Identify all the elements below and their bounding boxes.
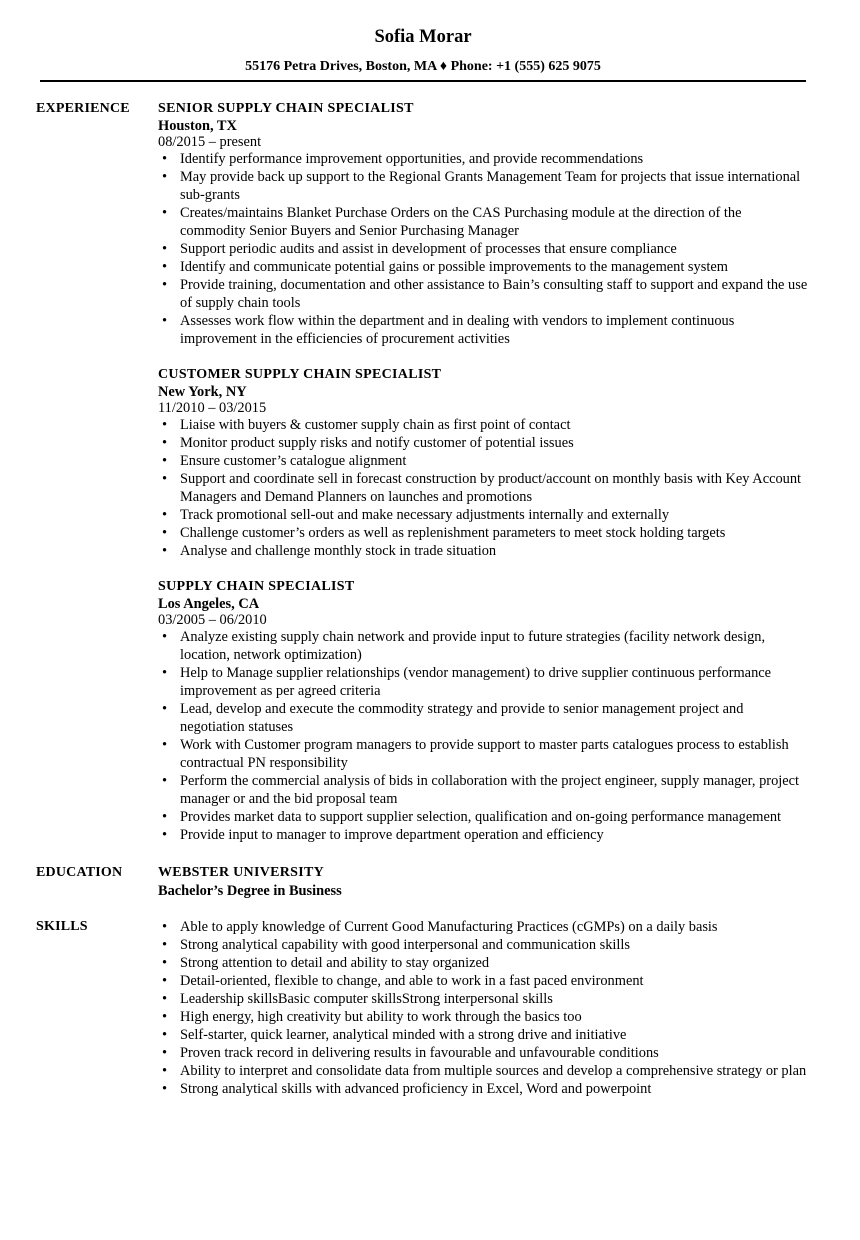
job-dates: 08/2015 – present bbox=[158, 134, 262, 150]
bullet-item: • Identify and communicate potential gains or possible improvements to the management system bbox=[158, 258, 810, 276]
bullet-item: • Analyse and challenge monthly stock in trade situation bbox=[158, 542, 810, 560]
bullet-item: • Work with Customer program managers to provide support to master parts catalogues process to establish contractual PN responsibility bbox=[158, 736, 810, 772]
bullet-item: • Perform the commercial analysis of bids in collaboration with the project engineer, supply manager, project manager or and the bid proposal team bbox=[158, 772, 810, 808]
skill-item: • Proven track record in delivering results in favourable and unfavourable conditions bbox=[158, 1044, 810, 1062]
bullet-item: • Support and coordinate sell in forecast construction by product/account on monthly basis with Key Account Managers and Demand Planners on launches and promotions bbox=[158, 470, 810, 506]
degree: Bachelor’s Degree in Business bbox=[158, 883, 342, 899]
bullet-item: • Lead, develop and execute the commodity strategy and provide to senior management project and negotiation statuses bbox=[158, 700, 810, 736]
job-title: SENIOR SUPPLY CHAIN SPECIALIST bbox=[158, 101, 414, 116]
bullet-item: • Track promotional sell-out and make necessary adjustments internally and externally bbox=[158, 506, 810, 524]
experience-section bbox=[36, 100, 810, 844]
job-bullets bbox=[158, 628, 810, 844]
skill-item: • Leadership skillsBasic computer skillsStrong interpersonal skills bbox=[158, 990, 810, 1008]
skills-body bbox=[158, 918, 810, 1098]
job-dates: 11/2010 – 03/2015 bbox=[158, 400, 267, 416]
section-label-skills: SKILLS bbox=[36, 919, 88, 934]
job-location: New York, NY bbox=[158, 384, 247, 400]
bullet-item: • Provides market data to support supplier selection, qualification and on-going performance management bbox=[158, 808, 810, 826]
bullet-item: • Assesses work flow within the department and in dealing with vendors to implement continuous improvement in the efficiencies of procurement activities bbox=[158, 312, 810, 348]
bullet-item: • Analyze existing supply chain network and provide input to future strategies (facility network design, location, network optimization) bbox=[158, 628, 810, 664]
job-location: Houston, TX bbox=[158, 118, 237, 134]
experience-body bbox=[158, 100, 810, 844]
bullet-item: • Monitor product supply risks and notify customer of potential issues bbox=[158, 434, 810, 452]
school-name: WEBSTER UNIVERSITY bbox=[158, 865, 325, 880]
skill-item: • Detail-oriented, flexible to change, and able to work in a fast paced environment bbox=[158, 972, 810, 990]
job-dates: 03/2005 – 06/2010 bbox=[158, 612, 267, 628]
education-section bbox=[36, 864, 810, 900]
bullet-item: • Support periodic audits and assist in development of processes that ensure compliance bbox=[158, 240, 810, 258]
bullet-item: • Provide input to manager to improve department operation and efficiency bbox=[158, 826, 810, 844]
header-divider bbox=[40, 80, 806, 82]
skill-item: • Strong attention to detail and ability to stay organized bbox=[158, 954, 810, 972]
bullet-item: • Challenge customer’s orders as well as replenishment parameters to meet stock holding targets bbox=[158, 524, 810, 542]
skill-item: • Strong analytical capability with good interpersonal and communication skills bbox=[158, 936, 810, 954]
education-body bbox=[158, 864, 810, 900]
job-entry bbox=[158, 366, 810, 560]
job-entry bbox=[158, 100, 810, 348]
section-label-experience: EXPERIENCE bbox=[36, 101, 130, 116]
job-title: CUSTOMER SUPPLY CHAIN SPECIALIST bbox=[158, 367, 442, 382]
bullet-item: • Creates/maintains Blanket Purchase Orders on the CAS Purchasing module at the direction of the commodity Senior Buyers and Senior Purchasing Manager bbox=[158, 204, 810, 240]
job-location: Los Angeles, CA bbox=[158, 596, 260, 612]
section-label-education: EDUCATION bbox=[36, 865, 123, 880]
skill-item: • Strong analytical skills with advanced proficiency in Excel, Word and powerpoint bbox=[158, 1080, 810, 1098]
skill-item: • Able to apply knowledge of Current Good Manufacturing Practices (cGMPs) on a daily basis bbox=[158, 918, 810, 936]
resume-header bbox=[40, 26, 806, 76]
bullet-item: • Ensure customer’s catalogue alignment bbox=[158, 452, 810, 470]
job-entry bbox=[158, 578, 810, 844]
bullet-item: • Help to Manage supplier relationships (vendor management) to drive supplier continuous performance improvement as per agreed criteria bbox=[158, 664, 810, 700]
skills-list bbox=[158, 918, 810, 1098]
bullet-item: • May provide back up support to the Regional Grants Management Team for projects that issue international sub-grants bbox=[158, 168, 810, 204]
job-title: SUPPLY CHAIN SPECIALIST bbox=[158, 579, 355, 594]
job-bullets bbox=[158, 416, 810, 560]
skill-item: • Self-starter, quick learner, analytical minded with a strong drive and initiative bbox=[158, 1026, 810, 1044]
skill-item: • High energy, high creativity but ability to work through the basics too bbox=[158, 1008, 810, 1026]
bullet-item: • Identify performance improvement opportunities, and provide recommendations bbox=[158, 150, 810, 168]
job-bullets bbox=[158, 150, 810, 348]
candidate-name: Sofia Morar bbox=[374, 27, 472, 47]
bullet-item: • Liaise with buyers & customer supply chain as first point of contact bbox=[158, 416, 810, 434]
bullet-item: • Provide training, documentation and other assistance to Bain’s consulting staff to support and expand the use of supply chain tools bbox=[158, 276, 810, 312]
skills-section bbox=[36, 918, 810, 1098]
skill-item: • Ability to interpret and consolidate data from multiple sources and develop a comprehensive strategy or plan bbox=[158, 1062, 810, 1080]
contact-line: 55176 Petra Drives, Boston, MA ♦ Phone: +1 (555) 625 9075 bbox=[245, 59, 601, 74]
